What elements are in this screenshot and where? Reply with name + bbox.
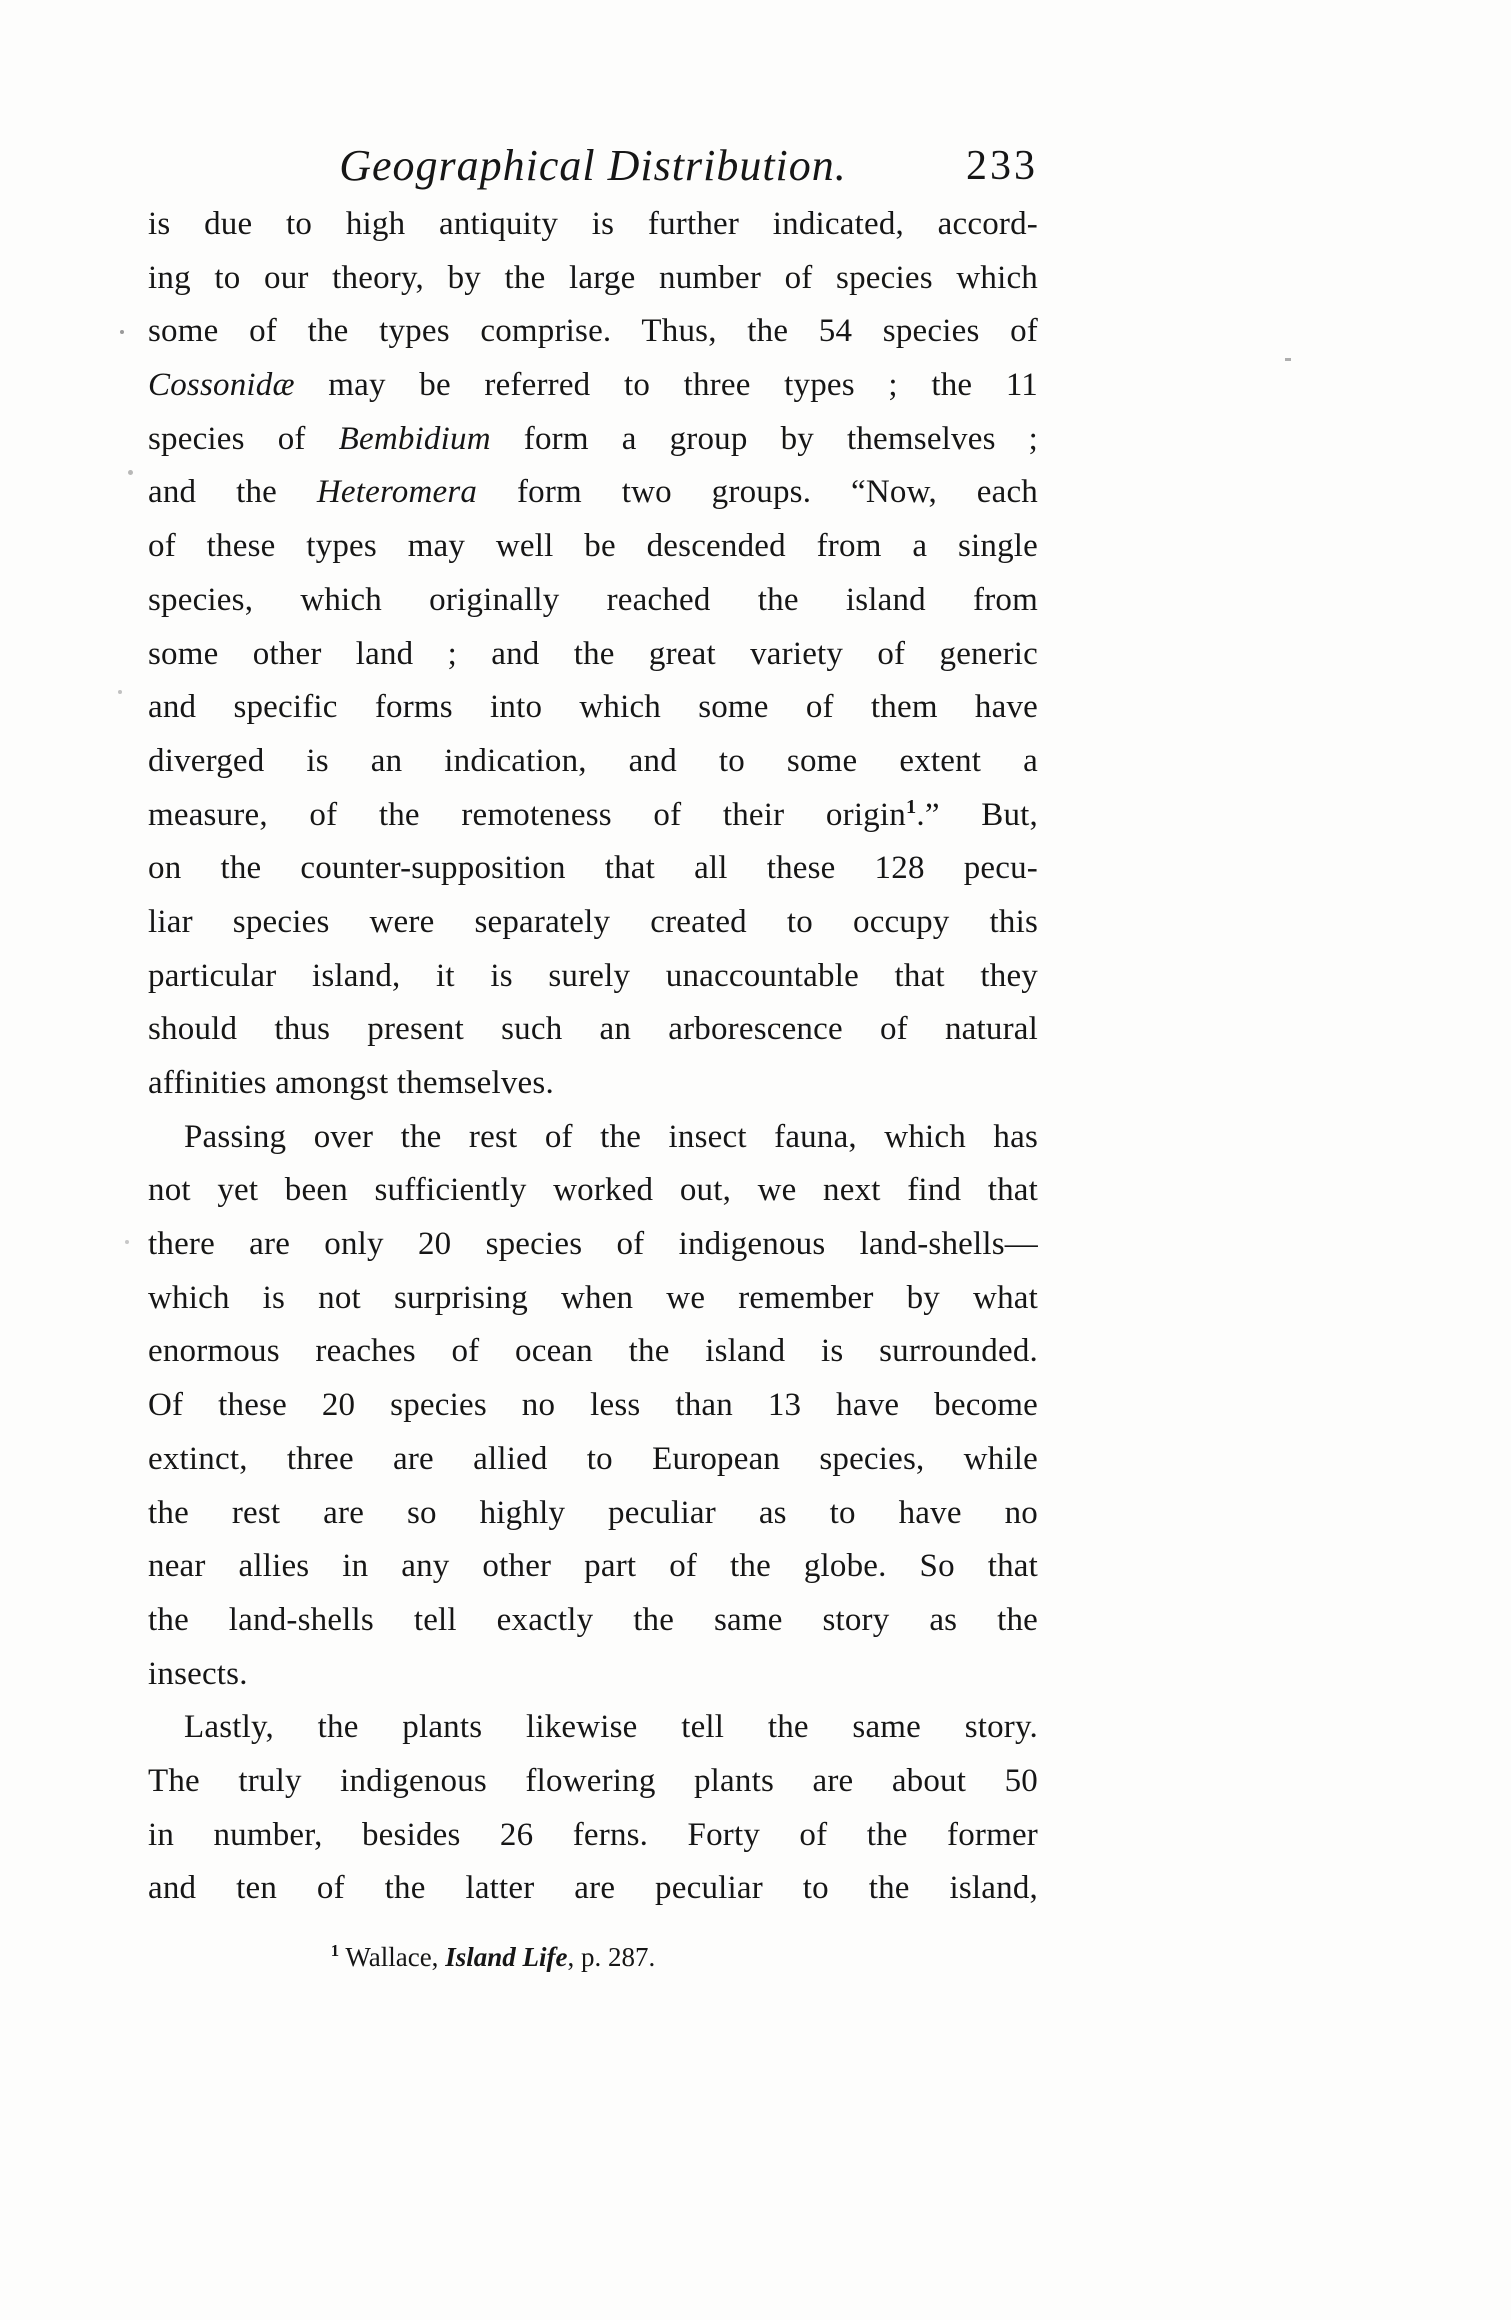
text-segment: Passing over the rest of the insect fauna, which has [184, 1118, 1038, 1155]
text-line [148, 950, 1038, 1004]
footnote-reference: 1 [330, 1941, 340, 1960]
text-segment: not yet been sufficiently worked out, we next find that [148, 1172, 1038, 1209]
text-line [148, 1272, 1038, 1326]
text-segment: Heteromera [316, 474, 478, 511]
text-segment: the land-shells tell exactly the same story as the [148, 1601, 1038, 1638]
text-line [148, 735, 1038, 789]
text-line [148, 842, 1038, 896]
text-segment: Of these 20 species no less than 13 have become [148, 1387, 1038, 1424]
page-number: 233 [966, 143, 1038, 189]
text-segment: on the counter-supposition that all these 128 pecu- [148, 850, 1038, 887]
text-line [148, 1594, 1038, 1648]
text-segment: near allies in any other part of the globe. So that [148, 1548, 1038, 1585]
running-header [148, 140, 1038, 196]
text-line [148, 1648, 1038, 1702]
text-line [148, 681, 1038, 735]
text-segment: affinities amongst themselves. [148, 1065, 554, 1101]
text-segment: Cossonidæ [148, 367, 295, 404]
text-segment: species of [148, 420, 339, 457]
text-line [148, 1487, 1038, 1541]
text-segment: Bembidium [338, 420, 491, 457]
text-line [148, 359, 1038, 413]
text-line [148, 1164, 1038, 1218]
text-segment: liar species were separately created to occupy this [148, 903, 1038, 940]
text-segment: measure, of the remoteness of their origin [148, 796, 906, 833]
text-segment: there are only 20 species of indigenous land-shells— [148, 1226, 1038, 1263]
scan-speckle [1285, 358, 1291, 361]
text-line [148, 1540, 1038, 1594]
text-segment: insects. [148, 1655, 248, 1692]
text-segment: extinct, three are allied to European species, while [148, 1440, 1038, 1477]
body-text [148, 198, 1038, 1916]
text-segment: Lastly, the plants likewise tell the same story. [184, 1709, 1038, 1746]
text-line [148, 252, 1038, 306]
scan-speckle [120, 330, 124, 334]
text-segment: the rest are so highly peculiar as to have no [148, 1494, 1038, 1531]
text-line [148, 1057, 1038, 1111]
text-segment: The truly indigenous flowering plants are about 50 [148, 1762, 1038, 1799]
text-line [148, 1218, 1038, 1272]
text-segment: Island Life [445, 1942, 568, 1972]
footnote [148, 1942, 838, 1973]
text-segment: of these types may well be descended from a single [148, 528, 1038, 565]
text-segment: diverged is an indication, and to some extent a [148, 742, 1038, 779]
text-line [148, 1111, 1038, 1165]
text-line [148, 628, 1038, 682]
text-segment: species, which originally reached the island from [148, 581, 1038, 618]
scan-speckle [125, 1240, 129, 1244]
text-line [148, 466, 1038, 520]
text-segment: Wallace, [339, 1942, 446, 1972]
scan-speckle [118, 690, 122, 694]
scan-speckle [128, 470, 133, 475]
text-line [148, 1325, 1038, 1379]
text-line [148, 1755, 1038, 1809]
text-line [148, 305, 1038, 359]
paragraph [148, 198, 1038, 1111]
text-segment: some of the types comprise. Thus, the 54 species of [148, 313, 1038, 350]
text-segment: and ten of the latter are peculiar to the island, [148, 1870, 1038, 1907]
text-line [148, 198, 1038, 252]
text-segment: form two groups. “Now, each [477, 474, 1039, 511]
text-line [148, 1433, 1038, 1487]
text-segment: may be referred to three types ; the 11 [294, 367, 1038, 404]
page-title: Geographical Distribution. [339, 141, 847, 190]
text-segment: and specific forms into which some of them have [148, 689, 1038, 726]
text-segment: form a group by themselves ; [490, 420, 1039, 457]
text-segment: some other land ; and the great variety of generic [148, 635, 1038, 672]
text-segment: in number, besides 26 ferns. Forty of the former [148, 1816, 1038, 1853]
text-segment: enormous reaches of ocean the island is surrounded. [148, 1333, 1038, 1370]
text-line [148, 1701, 1038, 1755]
text-segment: .” But, [916, 796, 1038, 833]
text-line [148, 1003, 1038, 1057]
text-segment: ing to our theory, by the large number of species which [148, 259, 1038, 296]
paragraph [148, 1111, 1038, 1702]
text-line [148, 1379, 1038, 1433]
text-line [148, 520, 1038, 574]
text-segment: particular island, it is surely unaccountable that they [148, 957, 1038, 994]
text-segment: and the [148, 474, 317, 511]
text-segment: should thus present such an arborescence of natural [148, 1011, 1038, 1048]
text-line [148, 413, 1038, 467]
text-line [148, 1862, 1038, 1916]
text-segment: is due to high antiquity is further indicated, accord- [148, 206, 1038, 242]
text-line [148, 574, 1038, 628]
footnote-reference: 1 [905, 795, 917, 818]
text-line [148, 1809, 1038, 1863]
paragraph [148, 1701, 1038, 1916]
text-segment: which is not surprising when we remember by what [148, 1279, 1038, 1316]
text-line [148, 896, 1038, 950]
text-line [148, 789, 1038, 843]
text-segment: , p. 287. [567, 1942, 656, 1972]
